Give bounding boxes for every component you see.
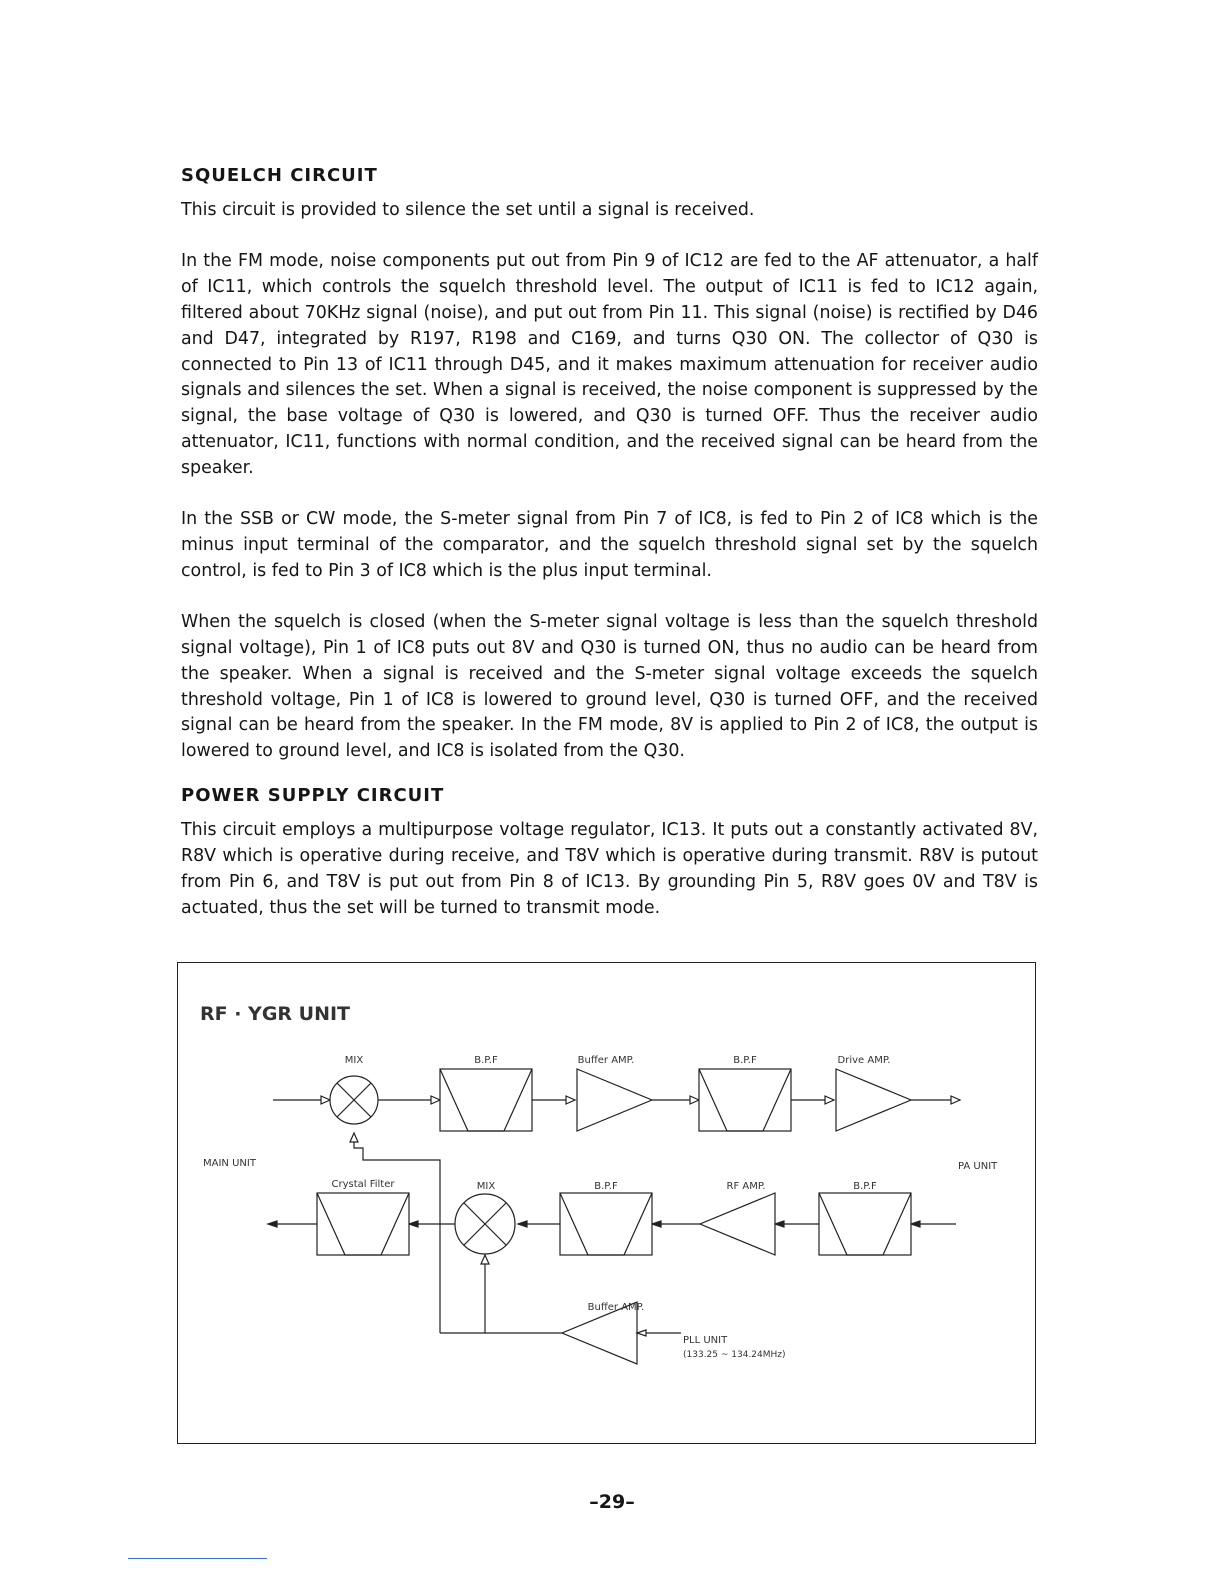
arrow-icon	[566, 1096, 575, 1104]
squelch-paragraph-4: When the squelch is closed (when the S-meter signal voltage is less than the squelch threshold signal voltage), Pin 1 of IC8 puts out 8V and Q30 is turned ON, thus no audio can be heard from the speaker. When a signal is received and the S-meter signal voltage exceeds the squelch threshold voltage, Pin 1 of IC8 is lowered to ground level, Q30 is turned OFF, and the received signal can be heard from the speaker. In the FM mode, 8V is applied to Pin 2 of IC8, the output is lowered to ground level, and IC8 is isolated from the Q30.	[181, 611, 1038, 762]
footer-rule	[128, 1558, 267, 1559]
tx-buffer-amp-label: Buffer AMP.	[577, 1055, 635, 1066]
rx-bpf1-label: B.P.F	[594, 1181, 618, 1192]
pll-buffer-amp-label: Buffer AMP.	[587, 1302, 645, 1313]
squelch-paragraph-1: This circuit is provided to silence the set until a signal is received.	[181, 200, 755, 220]
arrow-icon	[775, 1221, 784, 1227]
squelch-paragraph-3: In the SSB or CW mode, the S-meter signal from Pin 7 of IC8, is fed to Pin 2 of IC8 which is the minus input terminal of the comparator, and the squelch threshold signal set by the squelch control, is fed to Pin 3 of IC8 which is the plus input terminal.	[181, 509, 1038, 581]
tx-bpf1-label: B.P.F	[474, 1055, 498, 1066]
arrow-icon	[911, 1221, 920, 1227]
arrow-icon	[431, 1096, 440, 1104]
crystal-filter-label: Crystal Filter	[331, 1179, 395, 1190]
arrow-icon	[951, 1096, 960, 1104]
arrow-icon	[409, 1221, 418, 1227]
rx-bpf2-label: B.P.F	[853, 1181, 877, 1192]
arrow-icon	[268, 1221, 277, 1227]
arrow-icon	[652, 1221, 661, 1227]
tx-bpf1-block	[440, 1069, 532, 1131]
rf-amp-label: RF AMP.	[726, 1181, 766, 1192]
rx-mix-label: MIX	[476, 1181, 496, 1192]
arrow-icon	[825, 1096, 834, 1104]
pll-range-label: (133.25 ~ 134.24MHz)	[683, 1350, 786, 1360]
page-number: –29–	[589, 1491, 635, 1513]
block-diagram-svg	[178, 963, 1035, 1443]
tx-mix-label: MIX	[344, 1055, 364, 1066]
power-paragraph-1: This circuit employs a multipurpose voltage regulator, IC13. It puts out a constantly activated 8V, R8V which is operative during receive, and T8V which is operative during transmit. R8V is putout from Pin 6, and T8V is put out from Pin 8 of IC13. By grounding Pin 5, R8V goes 0V and T8V is actuated, thus the set will be turned to transmit mode.	[181, 820, 1038, 918]
pa-unit-label: PA UNIT	[958, 1161, 998, 1172]
rx-bpf2-block	[819, 1193, 911, 1255]
rx-mixer-symbol	[455, 1194, 515, 1254]
tx-bpf2-block	[699, 1069, 791, 1131]
arrow-icon	[518, 1221, 527, 1227]
rx-bpf1-block	[560, 1193, 652, 1255]
arrow-icon	[637, 1330, 646, 1336]
tx-drive-amp-label: Drive AMP.	[837, 1055, 891, 1066]
main-unit-label: MAIN UNIT	[203, 1158, 256, 1169]
tx-bpf2-label: B.P.F	[733, 1055, 757, 1066]
rf-amp-symbol	[700, 1193, 775, 1255]
tx-buffer-amp-symbol	[577, 1069, 652, 1131]
arrow-icon	[321, 1096, 330, 1104]
squelch-paragraph-2: In the FM mode, noise components put out from Pin 9 of IC12 are fed to the AF attenuator, a half of IC11, which controls the squelch threshold level. The output of IC11 is fed to IC12 again, filtered about 70KHz signal (noise), and put out from Pin 11. This signal (noise) is rectified by D46 and D47, integrated by R197, R198 and C169, and turns Q30 ON. The collector of Q30 is connected to Pin 13 of IC11 through D45, and it makes maximum attenuation for receiver audio signals and silences the set. When a signal is received, the noise component is suppressed by the signal, the base voltage of Q30 is lowered, and Q30 is turned OFF. Thus the receiver audio attenuator, IC11, functions with normal condition, and the received signal can be heard from the speaker.	[181, 250, 1038, 479]
crystal-filter-block	[317, 1193, 409, 1255]
squelch-heading: SQUELCH CIRCUIT	[181, 165, 378, 186]
block-diagram	[177, 962, 1036, 1444]
pll-unit-label: PLL UNIT	[683, 1335, 728, 1346]
arrow-icon	[690, 1096, 699, 1104]
power-heading: POWER SUPPLY CIRCUIT	[181, 785, 445, 807]
arrow-icon	[481, 1255, 489, 1264]
diagram-title: RF · YGR UNIT	[200, 1003, 351, 1025]
lo-feed-rx-line	[440, 1255, 485, 1333]
tx-mixer-symbol	[330, 1076, 378, 1124]
page-content	[181, 163, 1038, 947]
arrow-icon	[350, 1133, 358, 1142]
tx-drive-amp-symbol	[836, 1069, 911, 1131]
